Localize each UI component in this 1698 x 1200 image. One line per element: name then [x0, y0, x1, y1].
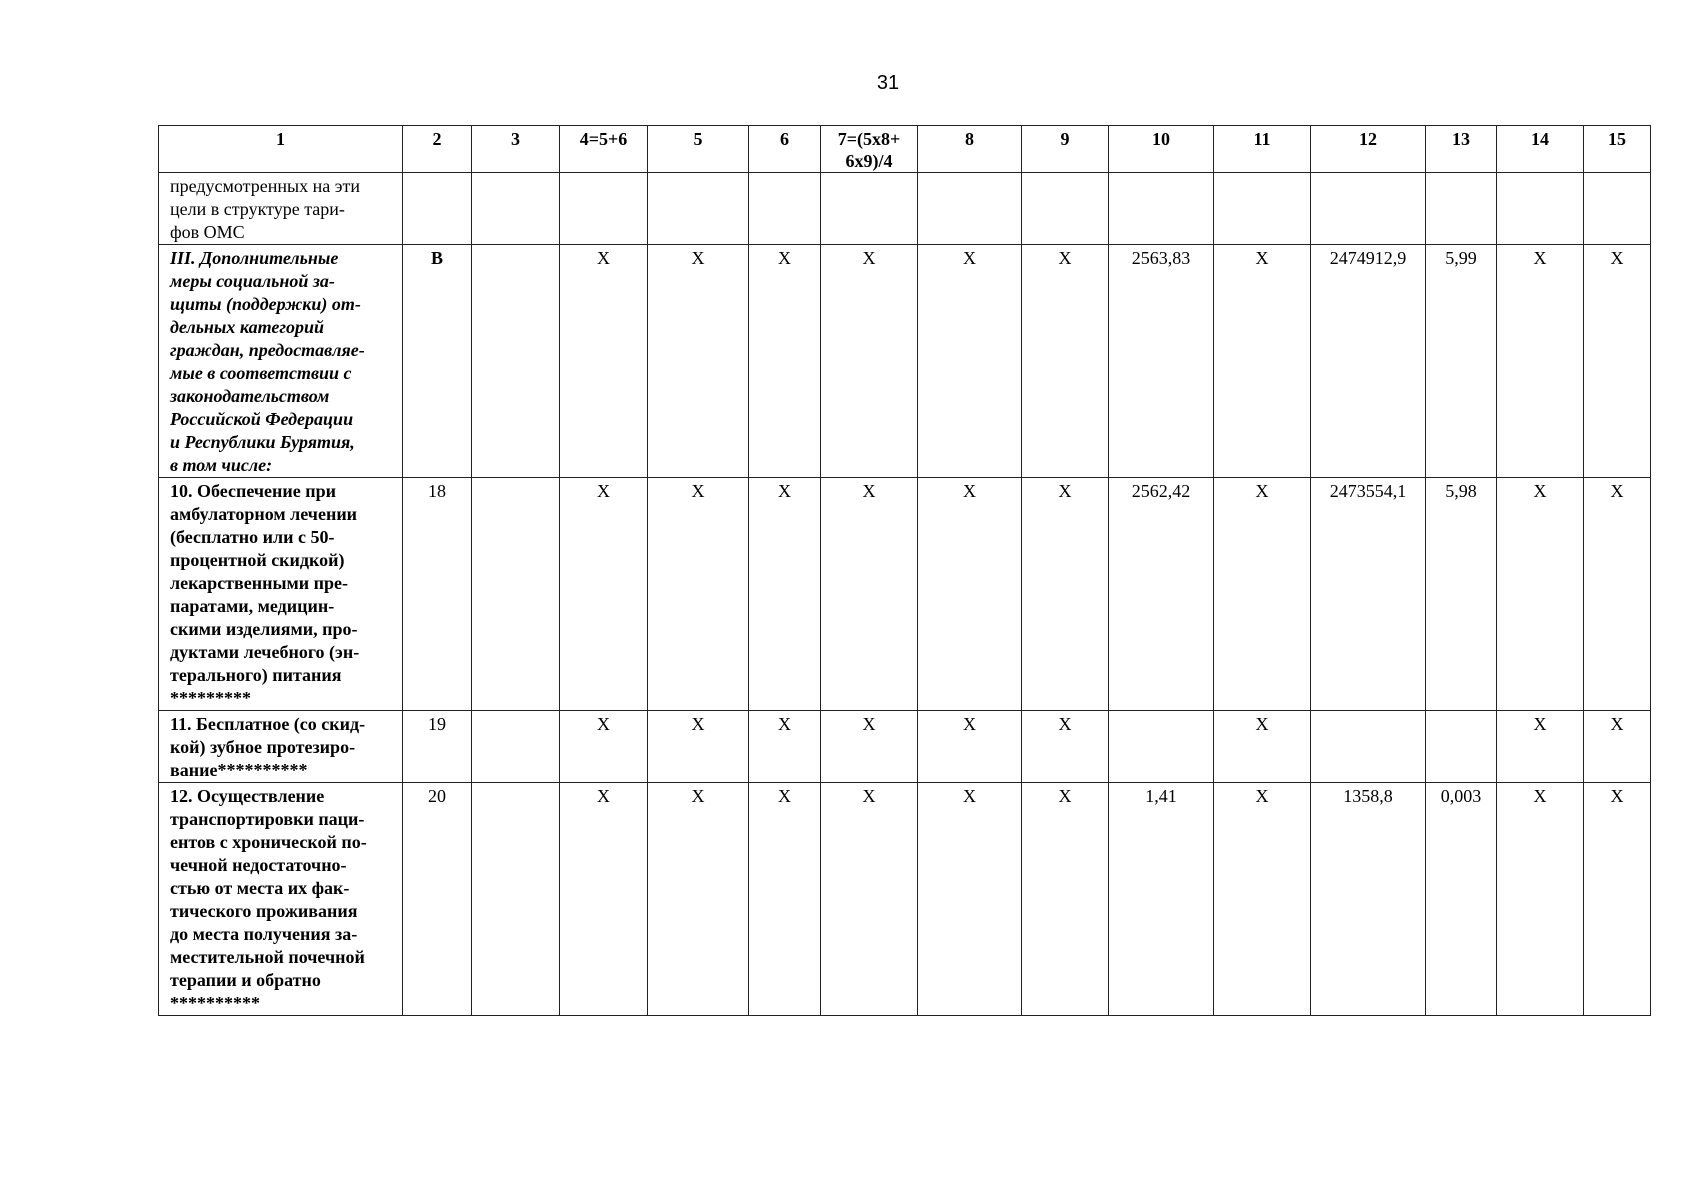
table-cell: Х: [1497, 478, 1584, 711]
column-header: 6: [749, 126, 821, 173]
column-header: 4=5+6: [560, 126, 648, 173]
table-cell: Х: [749, 478, 821, 711]
table-cell: В: [403, 245, 472, 478]
column-header: 3: [472, 126, 560, 173]
table-row: [159, 478, 1651, 711]
table-cell: [1584, 173, 1651, 245]
table-cell: [1214, 173, 1311, 245]
table-cell: Х: [1584, 711, 1651, 783]
table-cell: Х: [1497, 711, 1584, 783]
column-header: 14: [1497, 126, 1584, 173]
table-cell: Х: [1584, 783, 1651, 1016]
table-cell: Х: [648, 478, 749, 711]
table-cell: Х: [648, 245, 749, 478]
table-cell: Х: [1214, 245, 1311, 478]
table-cell: Х: [648, 711, 749, 783]
table-cell: Х: [1214, 711, 1311, 783]
table-cell: [1311, 711, 1426, 783]
table-cell: [1022, 173, 1109, 245]
table-cell: [403, 173, 472, 245]
row-label: 11. Бесплатное (со скид- кой) зубное протезиро- вание**********: [159, 711, 403, 783]
table-cell: Х: [918, 245, 1022, 478]
table-cell: Х: [749, 783, 821, 1016]
row-label: 12. Осуществление транспортировки паци- ентов с хронической по- чечной недостаточно- стью от места их фак- тического проживания до места получения за- местительной почечной терапии и обратно **********: [159, 783, 403, 1016]
table-cell: Х: [560, 711, 648, 783]
column-header: 9: [1022, 126, 1109, 173]
table-cell: 5,99: [1426, 245, 1497, 478]
column-header: 1: [159, 126, 403, 173]
table-cell: Х: [1022, 478, 1109, 711]
row-label: 10. Обеспечение при амбулаторном лечении (бесплатно или с 50- процентной скидкой) лекарственными пре- паратами, медицин- скими изделиями, про- дуктами лечебного (эн- терального) питания *********: [159, 478, 403, 711]
table-cell: Х: [560, 783, 648, 1016]
table-cell: 2473554,1: [1311, 478, 1426, 711]
column-header: 13: [1426, 126, 1497, 173]
table-cell: [1109, 711, 1214, 783]
table-cell: Х: [749, 245, 821, 478]
table-cell: 2562,42: [1109, 478, 1214, 711]
table-cell: [560, 173, 648, 245]
column-header: 7=(5x8+ 6x9)/4: [821, 126, 918, 173]
table-row: [159, 783, 1651, 1016]
table-cell: [472, 478, 560, 711]
table-cell: [918, 173, 1022, 245]
table-cell: Х: [1584, 245, 1651, 478]
table-cell: 19: [403, 711, 472, 783]
table-cell: Х: [560, 245, 648, 478]
table-cell: [1311, 173, 1426, 245]
row-label: предусмотренных на эти цели в структуре тари- фов ОМС: [159, 173, 403, 245]
column-header: 8: [918, 126, 1022, 173]
table-cell: 2474912,9: [1311, 245, 1426, 478]
column-header: 5: [648, 126, 749, 173]
table-cell: Х: [1497, 783, 1584, 1016]
table-cell: [1109, 173, 1214, 245]
table-cell: [1497, 173, 1584, 245]
table-cell: Х: [821, 783, 918, 1016]
column-header: 11: [1214, 126, 1311, 173]
table-row: [159, 711, 1651, 783]
row-label: III. Дополнительные меры социальной за- щиты (поддержки) от- дельных категорий граждан, предоставляе- мые в соответствии с законодательством Российской Федерации и Республики Бурятия, в том числе:: [159, 245, 403, 478]
table-row: [159, 173, 1651, 245]
table-cell: [1426, 711, 1497, 783]
table-cell: Х: [821, 478, 918, 711]
column-header: 10: [1109, 126, 1214, 173]
column-header: 2: [403, 126, 472, 173]
table-cell: 0,003: [1426, 783, 1497, 1016]
header-row: [159, 126, 1651, 173]
table-cell: Х: [821, 245, 918, 478]
table-cell: Х: [1497, 245, 1584, 478]
table-cell: Х: [821, 711, 918, 783]
table-cell: 2563,83: [1109, 245, 1214, 478]
table-cell: Х: [749, 711, 821, 783]
table-cell: [648, 173, 749, 245]
table-cell: [472, 783, 560, 1016]
table-cell: Х: [1214, 478, 1311, 711]
table-cell: 20: [403, 783, 472, 1016]
table-row: [159, 245, 1651, 478]
table-cell: [472, 711, 560, 783]
table-cell: [1426, 173, 1497, 245]
table-cell: [472, 245, 560, 478]
data-table: [158, 125, 1651, 1016]
table-cell: Х: [918, 711, 1022, 783]
table-cell: [821, 173, 918, 245]
table-cell: 1358,8: [1311, 783, 1426, 1016]
table-cell: 5,98: [1426, 478, 1497, 711]
table-cell: 18: [403, 478, 472, 711]
table-cell: Х: [648, 783, 749, 1016]
page-number: 31: [876, 72, 900, 94]
column-header: 15: [1584, 126, 1651, 173]
table-cell: 1,41: [1109, 783, 1214, 1016]
table-cell: Х: [918, 478, 1022, 711]
table-cell: Х: [1022, 783, 1109, 1016]
column-header: 12: [1311, 126, 1426, 173]
table-cell: Х: [1022, 245, 1109, 478]
table-cell: [749, 173, 821, 245]
table-cell: Х: [560, 478, 648, 711]
table-cell: [472, 173, 560, 245]
table-cell: Х: [1584, 478, 1651, 711]
table-cell: Х: [1022, 711, 1109, 783]
table-cell: Х: [1214, 783, 1311, 1016]
table-cell: Х: [918, 783, 1022, 1016]
